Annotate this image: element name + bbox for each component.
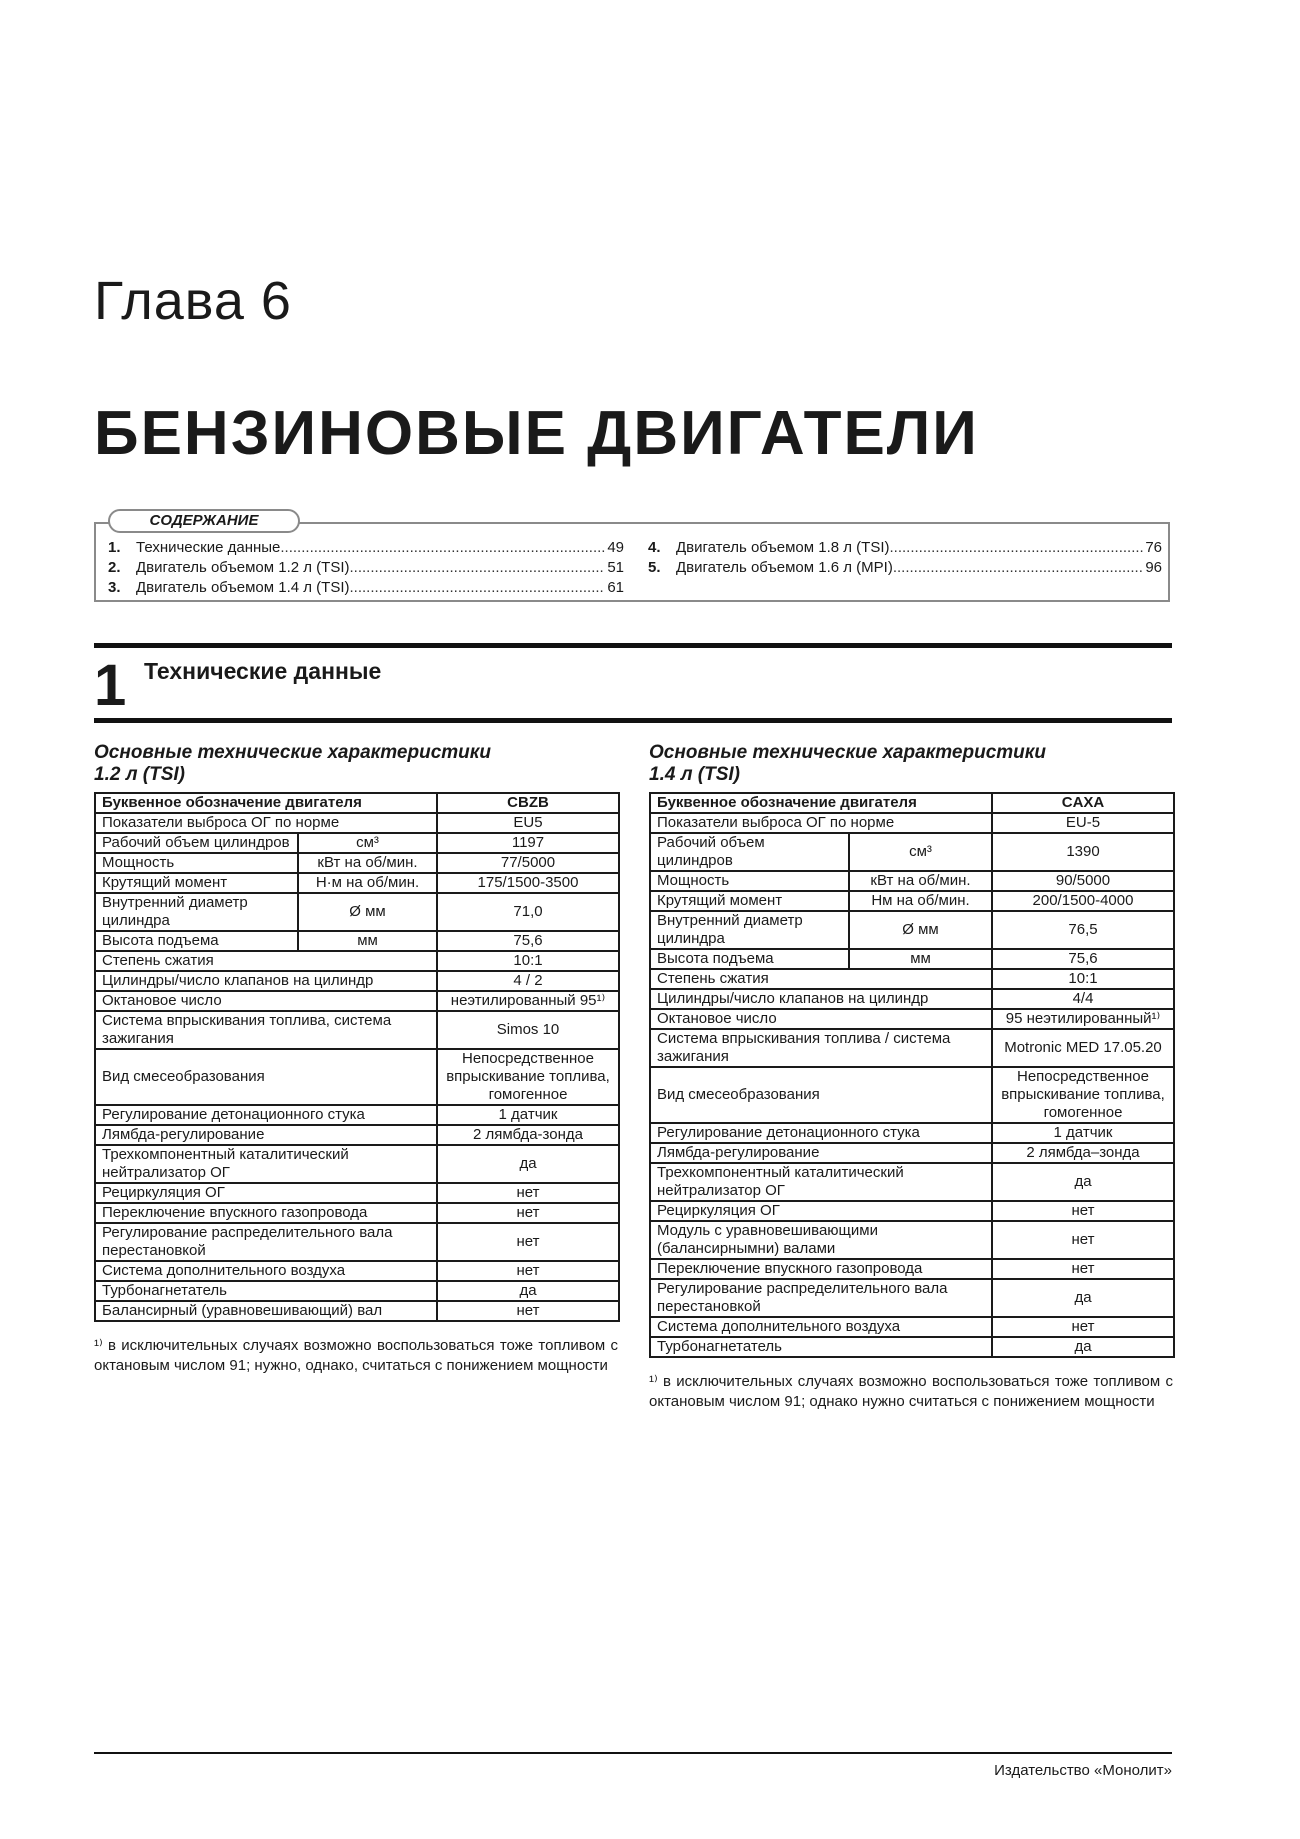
spec-label: Регулирование распределительного вала перестановкой <box>95 1223 437 1261</box>
table-row <box>650 1163 1174 1201</box>
toc-leader <box>890 538 1144 558</box>
table-row <box>650 1143 1174 1163</box>
spec-label: Октановое число <box>95 991 437 1011</box>
spec-label: Турбонагнетатель <box>95 1281 437 1301</box>
spec-label: Цилиндры/число клапанов на цилиндр <box>650 989 992 1009</box>
spec-value: нет <box>437 1261 619 1281</box>
spec-unit: мм <box>298 931 437 951</box>
table-row <box>95 1223 619 1261</box>
toc-leader <box>893 558 1143 578</box>
spec-unit: Нм на об/мин. <box>849 891 992 911</box>
table-row <box>95 1301 619 1321</box>
toc-item-page: 49 <box>607 539 624 556</box>
spec-unit: Н·м на об/мин. <box>298 873 437 893</box>
spec-unit: Ø мм <box>298 893 437 931</box>
spec-value: нет <box>992 1259 1174 1279</box>
page-title: БЕНЗИНОВЫЕ ДВИГАТЕЛИ <box>94 399 979 468</box>
spec-label: Вид смесеобразования <box>95 1049 437 1105</box>
spec-label: Буквенное обозначение двигателя <box>95 793 437 813</box>
toc-item-label: Двигатель объемом 1.8 л (TSI) <box>676 539 890 556</box>
toc-leader <box>350 578 606 598</box>
toc-item-label: Двигатель объемом 1.2 л (TSI) <box>136 559 350 576</box>
spec-label: Крутящий момент <box>650 891 849 911</box>
toc-item-number: 5. <box>648 559 661 576</box>
toc-item[interactable] <box>648 558 1162 578</box>
toc-leader <box>350 558 606 578</box>
spec-label: Модуль с уравновешивающими (балансирнымни) валами <box>650 1221 992 1259</box>
table-row <box>650 1009 1174 1029</box>
spec-title-line: 1.4 л (TSI) <box>649 764 741 785</box>
spec-label: Внутренний диаметр цилиндра <box>95 893 298 931</box>
spec-label: Мощность <box>95 853 298 873</box>
spec-unit: кВт на об/мин. <box>849 871 992 891</box>
spec-block-1-2-tsi <box>94 742 618 1376</box>
spec-value: CBZB <box>437 793 619 813</box>
spec-label: Система впрыскивания топлива, система зажигания <box>95 1011 437 1049</box>
spec-label: Показатели выброса ОГ по норме <box>95 813 437 833</box>
spec-value: нет <box>992 1201 1174 1221</box>
table-row <box>95 1145 619 1183</box>
spec-label: Регулирование детонационного стука <box>650 1123 992 1143</box>
table-row <box>95 893 619 931</box>
table-row <box>650 1279 1174 1317</box>
publisher-label: Издательство «Монолит» <box>994 1762 1172 1779</box>
spec-label: Регулирование детонационного стука <box>95 1105 437 1125</box>
table-row <box>95 793 619 813</box>
spec-table <box>649 792 1175 1358</box>
table-row <box>650 1123 1174 1143</box>
spec-value: неэтилированный 95¹⁾ <box>437 991 619 1011</box>
table-row <box>95 1105 619 1125</box>
spec-value: Непосредственное впрыскивание топлива, гомогенное <box>992 1067 1174 1123</box>
spec-value: EU-5 <box>992 813 1174 833</box>
table-row <box>650 969 1174 989</box>
spec-label: Турбонагнетатель <box>650 1337 992 1357</box>
section-title: Технические данные <box>144 658 382 684</box>
spec-label: Балансирный (уравновешивающий) вал <box>95 1301 437 1321</box>
table-row <box>95 951 619 971</box>
table-row <box>650 1029 1174 1067</box>
table-row <box>650 1259 1174 1279</box>
toc-item-number: 4. <box>648 539 661 556</box>
section-rule-top <box>94 643 1172 648</box>
table-row <box>650 1317 1174 1337</box>
toc-item-page: 61 <box>607 579 624 596</box>
spec-value: 75,6 <box>992 949 1174 969</box>
spec-label: Лямбда-регулирование <box>95 1125 437 1145</box>
spec-label: Система дополнительного воздуха <box>650 1317 992 1337</box>
spec-value: 4 / 2 <box>437 971 619 991</box>
toc-item-label: Двигатель объемом 1.4 л (TSI) <box>136 579 350 596</box>
spec-value: нет <box>992 1317 1174 1337</box>
spec-label: Степень сжатия <box>650 969 992 989</box>
table-row <box>95 991 619 1011</box>
page <box>94 0 1172 1839</box>
spec-block-1-4-tsi <box>649 742 1173 1412</box>
spec-title-line: Основные технические характеристики <box>94 742 491 763</box>
spec-value: 175/1500-3500 <box>437 873 619 893</box>
toc-item-page: 96 <box>1145 559 1162 576</box>
spec-label: Высота подъема <box>650 949 849 969</box>
table-row <box>650 813 1174 833</box>
toc-item-page: 76 <box>1145 539 1162 556</box>
section-number: 1 <box>94 653 127 718</box>
spec-value: 1 датчик <box>437 1105 619 1125</box>
table-row <box>650 1067 1174 1123</box>
table-row <box>650 1337 1174 1357</box>
table-row <box>650 1201 1174 1221</box>
footer-rule <box>94 1752 1172 1754</box>
spec-value: да <box>992 1279 1174 1317</box>
spec-label: Крутящий момент <box>95 873 298 893</box>
table-row <box>650 949 1174 969</box>
table-row <box>95 1203 619 1223</box>
table-row <box>95 1261 619 1281</box>
spec-value: нет <box>437 1203 619 1223</box>
spec-unit: Ø мм <box>849 911 992 949</box>
spec-label: Вид смесеобразования <box>650 1067 992 1123</box>
spec-value: EU5 <box>437 813 619 833</box>
spec-value: 95 неэтилированный¹⁾ <box>992 1009 1174 1029</box>
table-row <box>650 989 1174 1009</box>
spec-value: 10:1 <box>437 951 619 971</box>
spec-value: 2 лямбда-зонда <box>437 1125 619 1145</box>
table-row <box>95 931 619 951</box>
toc-label: СОДЕРЖАНИЕ <box>108 509 300 533</box>
toc-column-right <box>648 538 1162 578</box>
toc-item[interactable] <box>108 538 624 558</box>
spec-value: 1 датчик <box>992 1123 1174 1143</box>
spec-title-line: 1.2 л (TSI) <box>94 764 186 785</box>
spec-value: да <box>437 1281 619 1301</box>
table-row <box>95 873 619 893</box>
spec-label: Переключение впускного газопровода <box>650 1259 992 1279</box>
spec-label: Система впрыскивания топлива / система зажигания <box>650 1029 992 1067</box>
spec-label: Рабочий объем цилиндров <box>95 833 298 853</box>
table-row <box>95 1125 619 1145</box>
spec-label: Рабочий объем цилиндров <box>650 833 849 871</box>
spec-label: Трехкомпонентный каталитический нейтрализатор ОГ <box>650 1163 992 1201</box>
spec-value: Simos 10 <box>437 1011 619 1049</box>
spec-label: Буквенное обозначение двигателя <box>650 793 992 813</box>
spec-value: да <box>437 1145 619 1183</box>
toc-item[interactable] <box>648 538 1162 558</box>
toc-column-left <box>108 538 624 598</box>
table-row <box>95 1049 619 1105</box>
toc-item-number: 1. <box>108 539 121 556</box>
toc-item-label: Двигатель объемом 1.6 л (MPI) <box>676 559 893 576</box>
spec-label: Рециркуляция ОГ <box>95 1183 437 1203</box>
spec-title-line: Основные технические характеристики <box>649 742 1046 763</box>
table-row <box>95 813 619 833</box>
toc-leader <box>280 538 605 558</box>
spec-title <box>649 742 1173 792</box>
table-of-contents <box>94 512 1170 602</box>
spec-unit: кВт на об/мин. <box>298 853 437 873</box>
spec-label: Регулирование распределительного вала перестановкой <box>650 1279 992 1317</box>
spec-label: Высота подъема <box>95 931 298 951</box>
table-row <box>650 911 1174 949</box>
spec-value: нет <box>437 1223 619 1261</box>
spec-label: Переключение впускного газопровода <box>95 1203 437 1223</box>
spec-label: Степень сжатия <box>95 951 437 971</box>
toc-item[interactable] <box>108 578 624 598</box>
spec-label: Цилиндры/число клапанов на цилиндр <box>95 971 437 991</box>
chapter-label: Глава 6 <box>94 271 292 331</box>
spec-value: 71,0 <box>437 893 619 931</box>
section-rule-bottom <box>94 718 1172 723</box>
toc-item-number: 2. <box>108 559 121 576</box>
spec-value: CAXA <box>992 793 1174 813</box>
spec-value: Непосредственное впрыскивание топлива, гомогенное <box>437 1049 619 1105</box>
spec-label: Система дополнительного воздуха <box>95 1261 437 1281</box>
spec-value: да <box>992 1337 1174 1357</box>
spec-value: 200/1500-4000 <box>992 891 1174 911</box>
spec-value: нет <box>437 1301 619 1321</box>
spec-value: 76,5 <box>992 911 1174 949</box>
spec-value: 90/5000 <box>992 871 1174 891</box>
toc-item[interactable] <box>108 558 624 578</box>
table-row <box>650 793 1174 813</box>
spec-value: 1390 <box>992 833 1174 871</box>
table-row <box>650 871 1174 891</box>
spec-value: 75,6 <box>437 931 619 951</box>
spec-value: 1197 <box>437 833 619 853</box>
spec-value: нет <box>992 1221 1174 1259</box>
spec-label: Рециркуляция ОГ <box>650 1201 992 1221</box>
table-row <box>95 1183 619 1203</box>
spec-value: Motronic MED 17.05.20 <box>992 1029 1174 1067</box>
spec-label: Лямбда-регулирование <box>650 1143 992 1163</box>
spec-unit: см³ <box>298 833 437 853</box>
table-row <box>95 853 619 873</box>
spec-footnote: ¹⁾ в исключительных случаях возможно воспользоваться тоже топливом с октановым числом 91; нужно, однако, считаться с понижением мощности <box>94 1337 618 1374</box>
toc-item-label: Технические данные <box>136 539 281 556</box>
spec-unit: мм <box>849 949 992 969</box>
toc-item-page: 51 <box>607 559 624 576</box>
table-row <box>650 891 1174 911</box>
toc-item-number: 3. <box>108 579 121 596</box>
spec-footnote: ¹⁾ в исключительных случаях возможно воспользоваться тоже топливом с октановым числом 91; однако нужно считаться с понижением мощности <box>649 1373 1173 1410</box>
spec-value: 77/5000 <box>437 853 619 873</box>
spec-value: 10:1 <box>992 969 1174 989</box>
spec-label: Внутренний диаметр цилиндра <box>650 911 849 949</box>
spec-value: нет <box>437 1183 619 1203</box>
spec-value: 2 лямбда–зонда <box>992 1143 1174 1163</box>
spec-value: да <box>992 1163 1174 1201</box>
spec-value: 4/4 <box>992 989 1174 1009</box>
spec-label: Мощность <box>650 871 849 891</box>
table-row <box>95 971 619 991</box>
spec-label: Трехкомпонентный каталитический нейтрализатор ОГ <box>95 1145 437 1183</box>
spec-label: Октановое число <box>650 1009 992 1029</box>
spec-label: Показатели выброса ОГ по норме <box>650 813 992 833</box>
spec-unit: см³ <box>849 833 992 871</box>
table-row <box>95 1011 619 1049</box>
table-row <box>650 1221 1174 1259</box>
table-row <box>95 1281 619 1301</box>
spec-table <box>94 792 620 1322</box>
spec-title <box>94 742 618 792</box>
table-row <box>95 833 619 853</box>
table-row <box>650 833 1174 871</box>
